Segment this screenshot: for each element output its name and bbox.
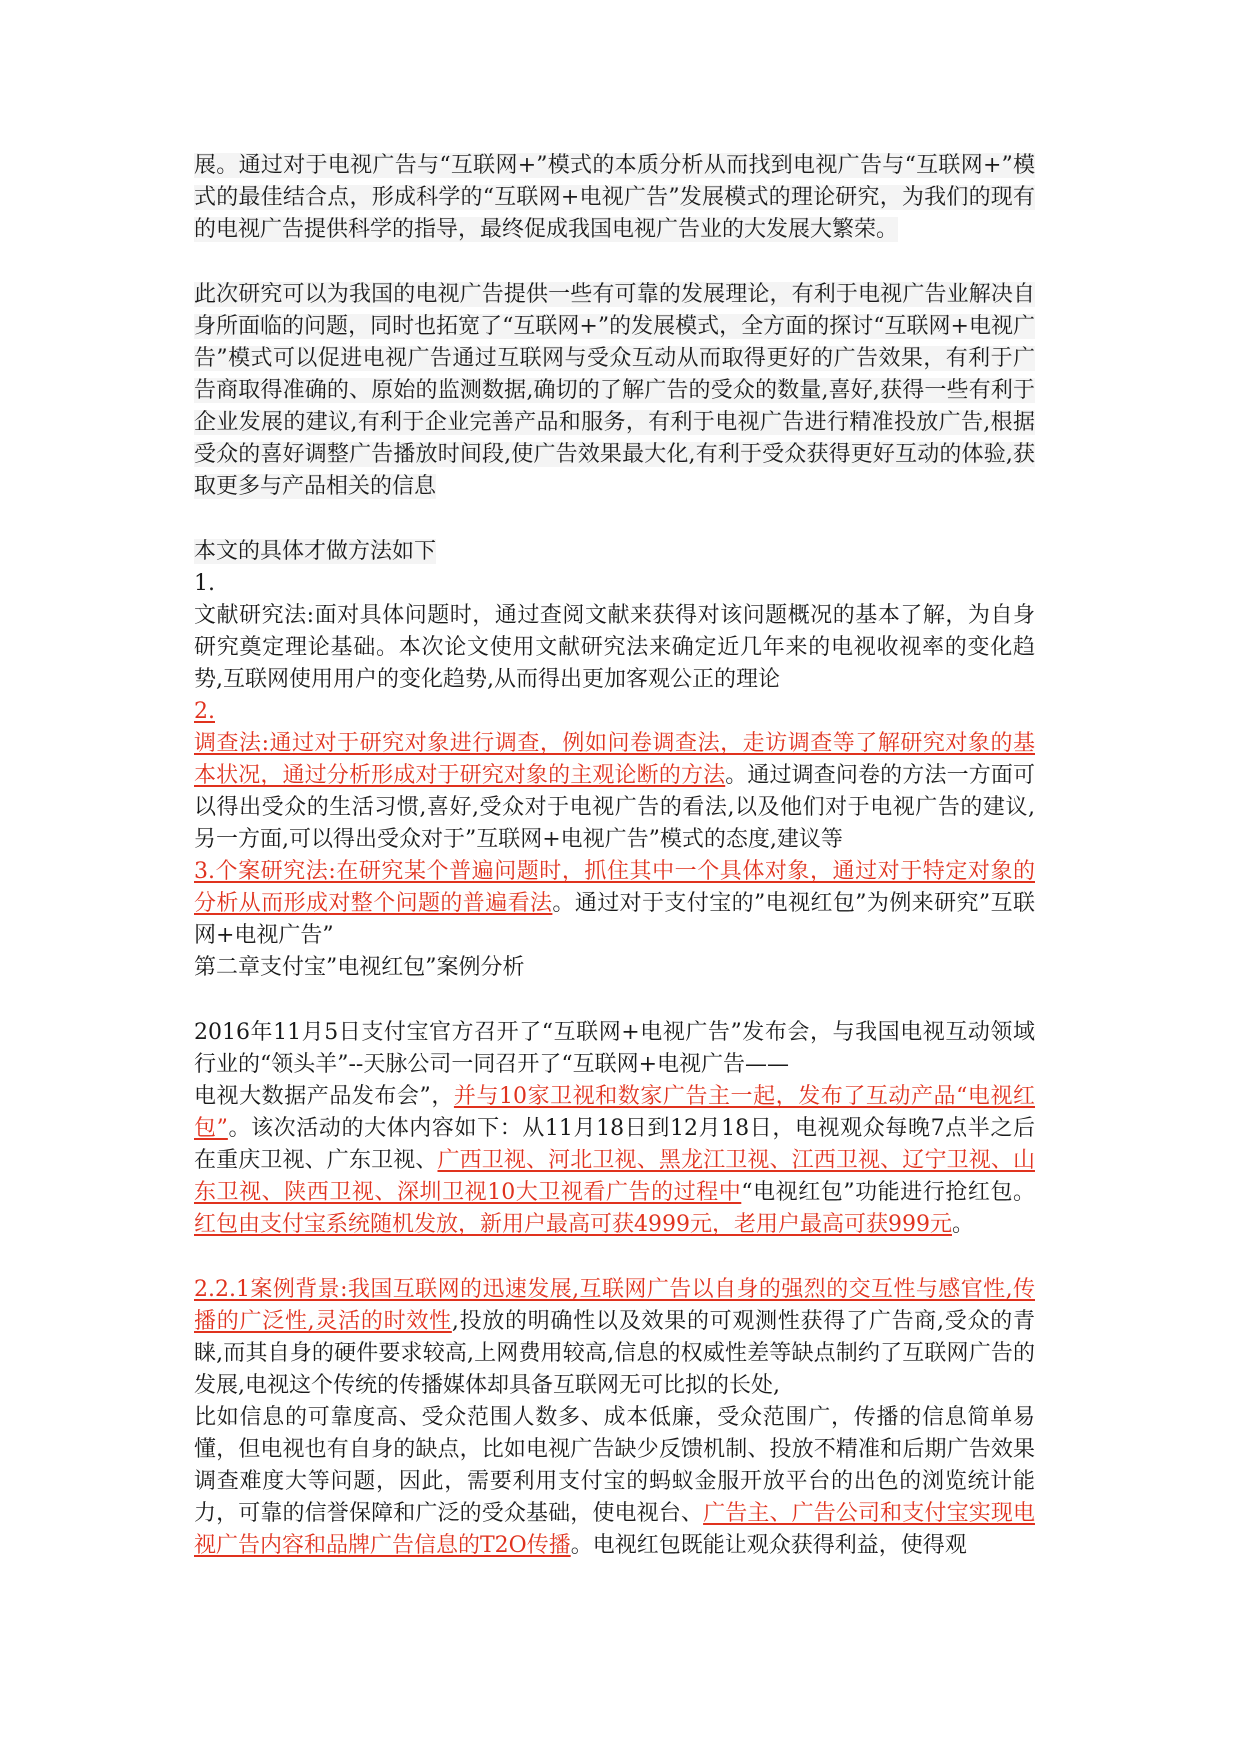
method-2-text: 。通过调查问卷的方法一方面可以得出受众的生活习惯,喜好,受众对于电视广告的看法,以及他们对于电视广告的建议,另一方面,可以得出受众对于”互联网+电视广告”模式的态度,建议等 [194,763,1035,852]
methods-intro [194,536,1035,568]
section-2-2-1-continued [194,1402,1035,1562]
intro-text: 展。通过对于电视广告与“互联网+”模式的本质分析从而找到电视广告与“互联网+”模式的最佳结合点，形成科学的“互联网+电视广告”发展模式的理论研究，为我们的现有的电视广告提供科学的指导，最终促成我国电视广告业的大发展大繁荣。 [194,153,1035,242]
method-1-text: 文献研究法:面对具体问题时，通过查阅文献来获得对该问题概况的基本了解，为自身研究奠定理论基础。本次论文使用文献研究法来确定近几年来的电视收视率的变化趋势,互联网使用用户的变化趋势,从而得出更加客观公正的理论 [194,603,1035,692]
section-2-2-1-text-b: 比如信息的可靠度高、受众范围人数多、成本低廉，受众范围广，传播的信息简单易懂，但电视也有自身的缺点，比如电视广告缺少反馈机制、投放不精准和后期广告效果调查难度大等问题，因此，需要利用支付宝的蚂蚁金服开放平台的出色的浏览统计能力，可靠的信誉保障和广泛的受众基础，使电视台、 [194,1405,1035,1526]
method-1 [194,600,1035,696]
methods-intro-text: 本文的具体才做方法如下 [194,539,437,564]
case-text-a: 2016年11月5日支付宝官方召开了“互联网+电视广告”发布会，与我国电视互动领域行业的“领头羊”--天脉公司一同召开了“互联网+电视广告—— [194,1020,1035,1077]
method-3-highlight: 3.个案研究法:在研究某个普遍问题时，抓住其中一个具体对象，通过对于特定对象的分析从而形成对整个问题的普遍看法 [194,859,1035,916]
method-2-highlight: 调查法:通过对于研究对象进行调查，例如问卷调查法，走访调查等了解研究对象的基本状况，通过分析形成对于研究对象的主观论断的方法 [194,731,1035,788]
method-1-num: 1. [194,571,215,596]
method-3-text: 。通过对于支付宝的”电视红包”为例来研究”互联网+电视广告” [194,891,1035,948]
case-text-c: 。该次活动的大体内容如下：从11月18日到12月18日，电视观众每晚7点半之后在重庆卫视、广东卫视、 [194,1116,1035,1173]
section-2-2-1-highlight-2: 广告主、广告公司和支付宝实现电视广告内容和品牌广告信息的T2O传播 [194,1501,1035,1558]
case-paragraph [194,1017,1035,1241]
chapter-2-heading [194,952,1035,984]
section-2-2-1-text: ,投放的明确性以及效果的可观测性获得了广告商,受众的青睐,而其自身的硬件要求较高,上网费用较高,信息的权威性差等缺点制约了互联网广告的发展,电视这个传统的传播媒体却具备互联网无可比拟的长处, [194,1309,1035,1398]
method-2-number [194,696,1035,728]
case-highlight-2: 广西卫视、河北卫视、黑龙江卫视、江西卫视、辽宁卫视、山东卫视、陕西卫视、深圳卫视10大卫视看广告的过程中 [194,1148,1035,1205]
method-3 [194,856,1035,952]
paragraph-significance [194,279,1035,503]
section-2-2-1-text-c: 。电视红包既能让观众获得利益，使得观 [570,1533,967,1558]
section-2-2-1 [194,1274,1035,1402]
significance-text: 此次研究可以为我国的电视广告提供一些有可靠的发展理论，有利于电视广告业解决自身所面临的问题，同时也拓宽了“互联网+”的发展模式，全方面的探讨“互联网+电视广告”模式可以促进电视广告通过互联网与受众互动从而取得更好的广告效果，有利于广告商取得准确的、原始的监测数据,确切的了解广告的受众的数量,喜好,获得一些有利于企业发展的建议,有利于企业完善产品和服务，有利于电视广告进行精准投放广告,根据受众的喜好调整广告播放时间段,使广告效果最大化,有利于受众获得更好互动的体验,获取更多与产品相关的信息 [194,282,1035,499]
case-text-b: 电视大数据产品发布会”， [194,1084,454,1109]
method-2 [194,728,1035,856]
section-2-2-1-highlight: 2.2.1案例背景:我国互联网的迅速发展,互联网广告以自身的强烈的交互性与感官性,传播的广泛性,灵活的时效性 [194,1277,1035,1334]
case-text-e: 。 [951,1212,974,1237]
chapter-2-title: 第二章支付宝”电视红包”案例分析 [194,955,525,980]
case-highlight-3: 红包由支付宝系统随机发放，新用户最高可获4999元，老用户最高可获999元 [194,1212,952,1237]
case-text-d: “电视红包”功能进行抢红包。 [741,1180,1035,1205]
paragraph-intro [194,150,1035,246]
method-1-number [194,568,1035,600]
case-highlight-1: 并与10家卫视和数家广告主一起，发布了互动产品“电视红包” [194,1084,1036,1141]
method-2-num: 2. [194,699,215,724]
